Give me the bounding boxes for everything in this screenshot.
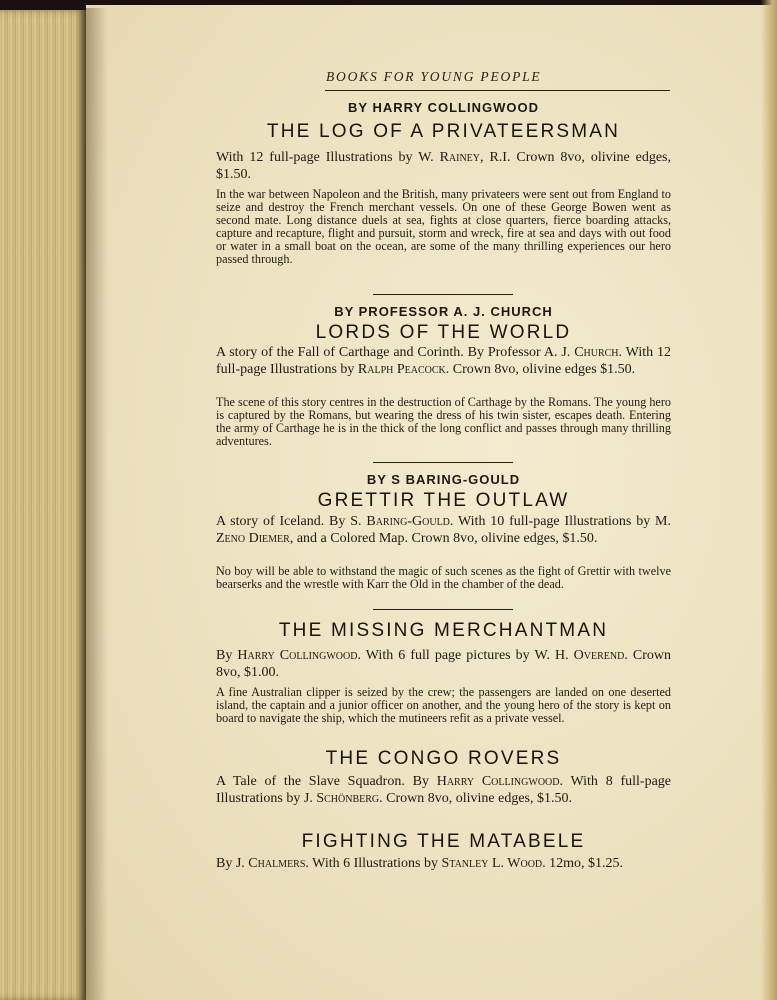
entry-1-byline: BY HARRY COLLINGWOOD <box>348 100 539 115</box>
entry-2-byline: BY PROFESSOR A. J. CHURCH <box>334 304 553 319</box>
running-head: BOOKS FOR YOUNG PEOPLE <box>326 69 542 84</box>
entry-1-blurb: In the war between Napoleon and the British, many privateers were sent out from England to seize and destroy the French merchant vessels. On one of these George Bowen went as second mate. Long distance duels at sea, fights at close quarters, fierce boarding attacks, capture and recapture, flight and pursuit, storm and wreck, fire at sea and days with out food or water in a small boat on the ocean, are some of the many thrilling experiences our hero passed through. <box>216 187 671 266</box>
entry-6-description: By J. Chalmers. With 6 Illustrations by Stanley L. Wood. 12mo, $1.25. <box>216 856 624 871</box>
page-edges <box>0 10 86 1000</box>
entry-2-blurb: The scene of this story centres in the destruction of Carthage by the Romans. The young hero is captured by the Romans, but wearing the dress of his twin sister, escapes death. Entering the army of Carthage he is in the thick of the long conflict and passes through many thrilling adventures. <box>216 395 671 448</box>
entry-6-title: FIGHTING THE MATABELE <box>301 831 586 852</box>
entry-5-description: A Tale of the Slave Squadron. By Harry Collingwood. With 8 full-page Illustrations by J. Schönberg. Crown 8vo, olivine edges, $1.50. <box>216 774 671 806</box>
entry-1-title: THE LOG OF A PRIVATEERSMAN <box>266 121 621 142</box>
entry-3-description: A story of Iceland. By S. Baring-Gould. With 10 full-page Illustrations by M. Zeno Diemer, and a Colored Map. Crown 8vo, olivine edges, $1.50. <box>216 514 671 546</box>
entry-1-description: With 12 full-page Illustrations by W. Rainey, R.I. Crown 8vo, olivine edges, $1.50. <box>216 150 671 182</box>
entry-2-title: LORDS OF THE WORLD <box>315 322 572 343</box>
entry-3-title: GRETTIR THE OUTLAW <box>317 490 570 511</box>
entry-3-byline: BY S BARING-GOULD <box>366 472 521 487</box>
entry-4-title: THE MISSING MERCHANTMAN <box>278 620 609 641</box>
right-page-edge <box>761 0 777 1000</box>
entry-4-description: By Harry Collingwood. With 6 full page pictures by W. H. Overend. Crown 8vo, $1.00. <box>216 648 671 680</box>
entry-4-blurb: A fine Australian clipper is seized by the crew; the passengers are landed on one deserted island, the captain and a junior officer on another, and the young hero of the story is kept on board to navigate the ship, which the mutineers refit as a private vessel. <box>216 685 671 725</box>
divider-rule <box>373 294 513 295</box>
divider-rule <box>373 462 513 463</box>
entry-3-blurb: No boy will be able to withstand the magic of such scenes as the fight of Grettir with twelve bearserks and the wrestle with Karr the Old in the chamber of the dead. <box>216 564 671 591</box>
gutter-shadow <box>86 8 108 1000</box>
entry-2-description: A story of the Fall of Carthage and Corinth. By Professor A. J. Church. With 12 full-page Illustrations by Ralph Peacock. Crown 8vo, olivine edges $1.50. <box>216 345 671 377</box>
divider-rule <box>373 609 513 610</box>
entry-5-title: THE CONGO ROVERS <box>325 748 562 769</box>
running-head-rule <box>325 90 670 91</box>
entry-1-description-name: Rainey <box>439 150 481 165</box>
